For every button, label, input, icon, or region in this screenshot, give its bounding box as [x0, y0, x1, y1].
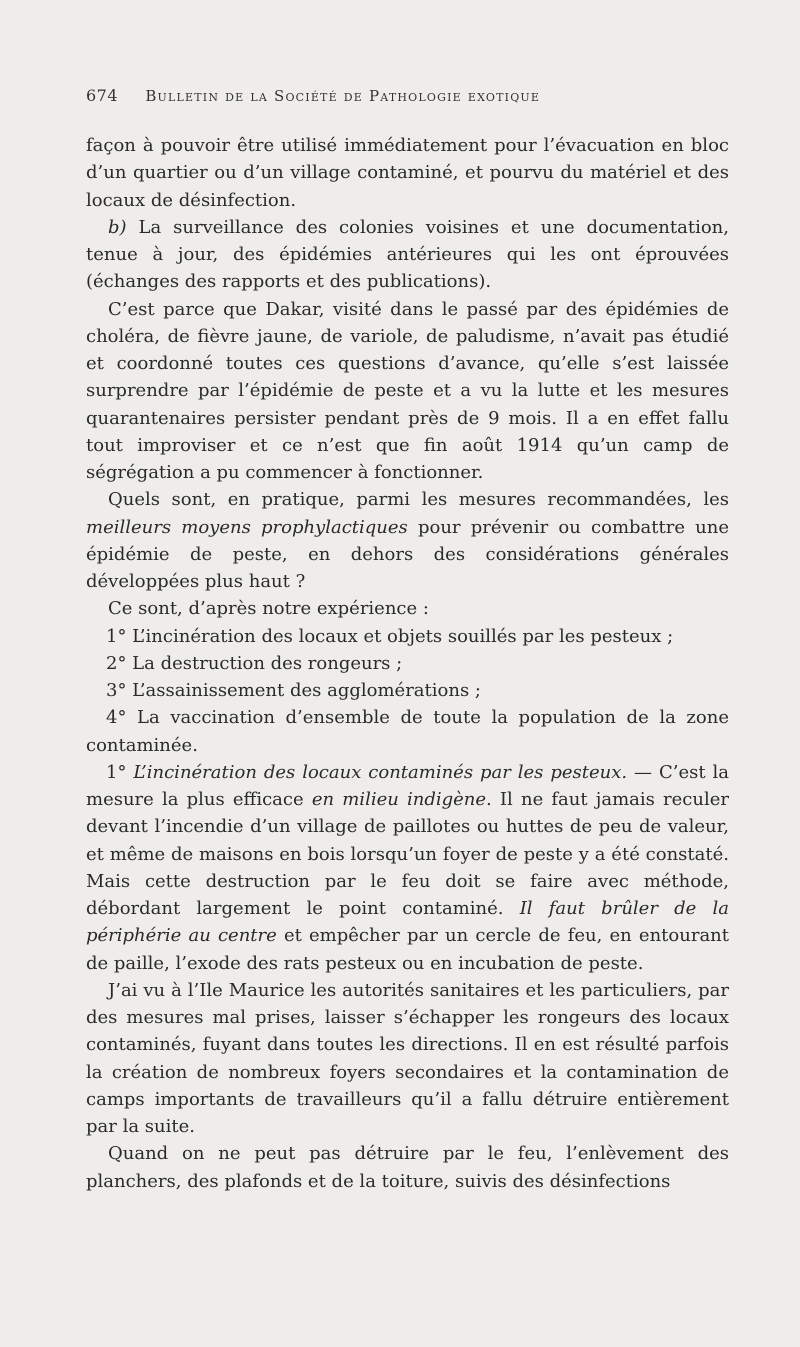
item-b-marker: b)	[108, 216, 127, 238]
list-item-1: 1° L’incinération des locaux et objets souillés par les pesteux ;	[106, 625, 674, 647]
paragraph-b-text: La surveillance des colonies voisines et une documentation, tenue à jour, des épidémies antérieures qui les ont éprouvées (échanges des rapports et des publications).	[86, 216, 729, 293]
journal-title: Bulletin de la Société de Pathologie exotique	[145, 87, 541, 105]
paragraph-question	[86, 486, 729, 595]
section-1-text-a: — C’est la mesure la plus efficace	[86, 761, 729, 810]
section-1-number: 1°	[106, 761, 127, 783]
body-text	[86, 132, 729, 1195]
paragraph-list-intro: Ce sont, d’après notre expérience :	[108, 598, 429, 620]
section-1-paragraph	[86, 759, 729, 977]
paragraph-b	[86, 214, 729, 296]
running-header	[86, 86, 646, 105]
page-number: 674	[86, 86, 119, 105]
section-1-emphasis-a: en milieu indigène	[311, 789, 487, 810]
list-item-3: 3° L’assainissement des agglomérations ;	[106, 680, 481, 701]
section-1-text-c: et empêcher par un cercle de feu, en entourant de paille, l’exode des rats pesteux ou en incubation de peste.	[86, 925, 729, 974]
paragraph-final: Quand on ne peut pas détruire par le feu, l’enlèvement des planchers, des plafonds et de la toiture, suivis des désinfections	[86, 1143, 729, 1192]
question-post: pour prévenir ou combattre une épidémie de peste, en dehors des considérations générales développées plus haut ?	[86, 516, 730, 592]
list-item-4: 4° La vaccination d’ensemble de toute la population de la zone contaminée.	[86, 707, 729, 756]
paragraph-maurice: J’ai vu à l’Ile Maurice les autorités sanitaires et les particuliers, par des mesures mal prises, laisser s’échapper les rongeurs des locaux contaminés, fuyant dans toutes les directions. Il en est résulté parfois la création de nombreux foyers secondaires et la contamination de camps importants de travailleurs qu’il a fallu détruire entièrement par la suite.	[86, 979, 729, 1137]
paragraph-continuation: façon à pouvoir être utilisé immédiatement pour l’évacuation en bloc d’un quartier ou d’un village contaminé, et pourvu du matériel et des locaux de désinfection.	[86, 135, 729, 211]
question-pre: Quels sont, en pratique, parmi les mesures recommandées, les	[108, 489, 729, 511]
paragraph-dakar: C’est parce que Dakar, visité dans le passé par des épidémies de choléra, de fièvre jaune, de variole, de paludisme, n’avait pas étudié et coordonné toutes ces questions d’avance, qu’elle s’est laissée surprendre par l’épidémie de peste et a vu la lutte et les mesures quarantenaires persister pendant près de 9 mois. Il a en effet fallu tout improviser et ce n’est que fin août 1914 qu’un camp de ségrégation a pu commencer à fonctionner.	[86, 298, 729, 483]
question-emphasis: meilleurs moyens prophylactiques	[86, 516, 408, 538]
section-1-heading: L’incinération des locaux contaminés par les pesteux.	[133, 761, 628, 783]
section-1-text-b: . Il ne faut jamais reculer devant l’incendie d’un village de paillotes ou huttes de peu de valeur, et même de maisons en bois lorsqu’un foyer de peste y a été constaté. Mais cette destruction par le feu doit se faire avec méthode, débordant largement le point contaminé.	[86, 789, 729, 919]
section-1-emphasis-b: Il faut brûler de la périphérie au centre	[86, 898, 729, 947]
list-item-2: 2° La destruction des rongeurs ;	[106, 652, 403, 674]
